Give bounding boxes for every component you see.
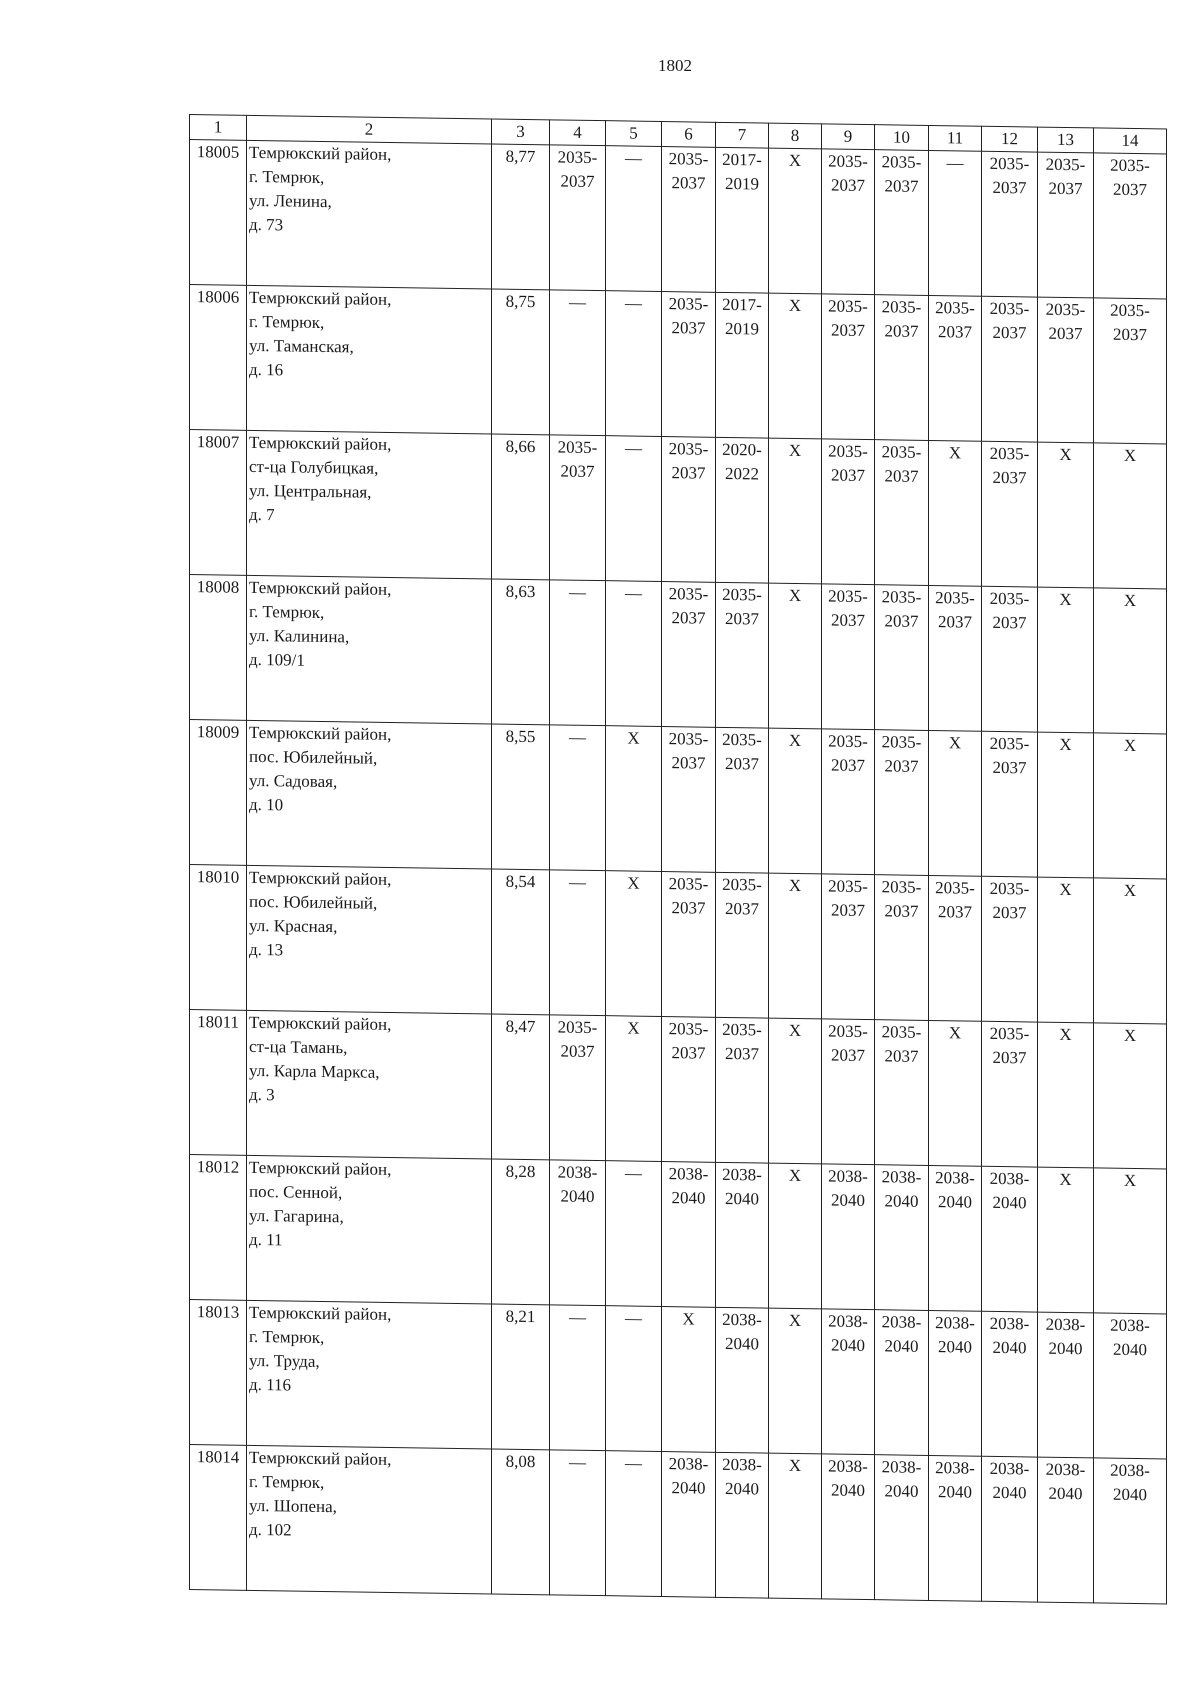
schedule-cell: 2035- 2037: [929, 585, 982, 731]
schedule-cell: 2035- 2037: [662, 437, 716, 583]
schedule-cell: X: [769, 148, 822, 294]
schedule-cell: 2038- 2040: [716, 1452, 769, 1598]
schedule-cell: 2038- 2040: [1038, 1312, 1094, 1458]
schedule-cell: 2035- 2037: [662, 727, 716, 873]
address-line: ул. Ленина,: [249, 190, 332, 212]
schedule-cell: —: [550, 870, 606, 1016]
record-id: 18007: [190, 430, 247, 576]
schedule-cell: 2035- 2037: [662, 1017, 716, 1163]
address-line: д. 10: [249, 794, 284, 815]
schedule-cell: X: [769, 1018, 822, 1164]
address-line: Темрюкский район,: [249, 1012, 392, 1035]
address-line: г. Темрюк,: [249, 166, 325, 188]
schedule-cell: 2038- 2040: [822, 1309, 875, 1455]
schedule-cell: 2038- 2040: [982, 1166, 1038, 1312]
schedule-cell: X: [1038, 587, 1094, 733]
schedule-cell: —: [606, 436, 662, 582]
column-header: 5: [606, 121, 662, 147]
address-line: д. 116: [249, 1374, 292, 1395]
schedule-cell: 2035- 2037: [982, 151, 1038, 297]
address-cell: [247, 1300, 492, 1449]
rating-value: 8,21: [492, 1304, 550, 1450]
record-id: 18006: [190, 285, 247, 431]
address-line: ул. Шопена,: [249, 1495, 337, 1517]
table-row: [190, 285, 1167, 444]
schedule-cell: 2038- 2040: [1038, 1457, 1094, 1603]
table-body: [190, 115, 1167, 1604]
address-line: ул. Красная,: [249, 915, 338, 937]
schedule-cell: X: [606, 726, 662, 872]
record-id: 18010: [190, 865, 247, 1011]
schedule-cell: 2038- 2040: [716, 1162, 769, 1308]
schedule-cell: 2035- 2037: [822, 874, 875, 1020]
schedule-cell: 2035- 2037: [875, 440, 929, 586]
schedule-cell: 2035- 2037: [875, 295, 929, 441]
schedule-cell: —: [550, 725, 606, 871]
column-header: 3: [492, 119, 550, 145]
column-header: 7: [716, 122, 769, 148]
schedule-cell: X: [1094, 588, 1167, 734]
address-line: д. 102: [249, 1519, 292, 1540]
column-header: 1: [190, 115, 247, 141]
address-line: Темрюкский район,: [249, 577, 392, 600]
schedule-cell: X: [1094, 443, 1167, 589]
schedule-cell: —: [550, 290, 606, 436]
address-line: г. Темрюк,: [249, 1326, 325, 1348]
address-line: г. Темрюк,: [249, 311, 325, 333]
schedule-cell: 2038- 2040: [822, 1164, 875, 1310]
column-header: 10: [875, 125, 929, 151]
schedule-cell: X: [1094, 1168, 1167, 1314]
address-line: пос. Юбилейный,: [249, 891, 378, 913]
rating-value: 8,66: [492, 434, 550, 580]
schedule-cell: X: [1094, 733, 1167, 879]
address-line: ул. Труда,: [249, 1350, 320, 1371]
schedule-cell: 2035- 2037: [982, 441, 1038, 587]
table-row: [190, 1300, 1167, 1459]
address-line: пос. Юбилейный,: [249, 746, 378, 768]
address-cell: [247, 865, 492, 1014]
schedule-cell: 2038- 2040: [982, 1456, 1038, 1602]
schedule-cell: 2035- 2037: [875, 150, 929, 296]
schedule-cell: 2038- 2040: [716, 1307, 769, 1453]
column-header: 8: [769, 123, 822, 149]
address-line: Темрюкский район,: [249, 1157, 392, 1180]
table-row: [190, 720, 1167, 879]
schedule-cell: X: [1038, 732, 1094, 878]
rating-value: 8,54: [492, 869, 550, 1015]
schedule-cell: 2038- 2040: [1094, 1313, 1167, 1459]
schedule-cell: 2035- 2037: [822, 729, 875, 875]
schedule-cell: 2035- 2037: [1094, 298, 1167, 444]
address-line: д. 13: [249, 939, 284, 960]
address-line: ул. Центральная,: [249, 480, 372, 502]
schedule-cell: 2035- 2037: [982, 731, 1038, 877]
schedule-cell: —: [606, 1451, 662, 1597]
schedule-cell: 2038- 2040: [662, 1162, 716, 1308]
address-line: ул. Гагарина,: [249, 1205, 344, 1227]
schedule-cell: X: [769, 1163, 822, 1309]
schedule-cell: 2035- 2037: [982, 296, 1038, 442]
address-line: д. 73: [249, 214, 284, 235]
schedule-cell: X: [929, 440, 982, 586]
address-cell: [247, 285, 492, 434]
address-line: Темрюкский район,: [249, 867, 392, 890]
table-row: [190, 1155, 1167, 1314]
record-id: 18008: [190, 575, 247, 721]
schedule-cell: 2038- 2040: [822, 1454, 875, 1600]
schedule-cell: —: [606, 1306, 662, 1452]
schedule-cell: X: [1038, 877, 1094, 1023]
address-line: д. 11: [249, 1229, 283, 1250]
schedule-cell: —: [929, 150, 982, 296]
schedule-cell: 2038- 2040: [662, 1452, 716, 1598]
address-line: ул. Калинина,: [249, 625, 350, 647]
address-line: д. 109/1: [249, 649, 305, 670]
address-line: ст-ца Голубицкая,: [249, 456, 379, 478]
capital-repair-schedule-table: [189, 114, 1167, 1605]
schedule-cell: X: [769, 438, 822, 584]
schedule-cell: 2035- 2037: [716, 872, 769, 1018]
schedule-cell: 2035- 2037: [875, 585, 929, 731]
address-line: ст-ца Тамань,: [249, 1036, 348, 1058]
rating-value: 8,75: [492, 289, 550, 435]
schedule-cell: X: [769, 1308, 822, 1454]
address-line: ул. Садовая,: [249, 770, 338, 792]
table-row: [190, 430, 1167, 589]
address-line: д. 7: [249, 504, 275, 525]
rating-value: 8,77: [492, 144, 550, 290]
address-line: Темрюкский район,: [249, 287, 392, 310]
rating-value: 8,28: [492, 1159, 550, 1305]
schedule-cell: 2035- 2037: [1094, 153, 1167, 299]
schedule-cell: 2035- 2037: [716, 1017, 769, 1163]
schedule-cell: 2035- 2037: [662, 872, 716, 1018]
schedule-cell: 2035- 2037: [550, 435, 606, 581]
schedule-cell: 2035- 2037: [822, 584, 875, 730]
schedule-cell: 2038- 2040: [929, 1165, 982, 1311]
schedule-cell: X: [606, 1016, 662, 1162]
schedule-cell: 2035- 2037: [822, 294, 875, 440]
address-cell: [247, 1445, 492, 1594]
schedule-cell: —: [606, 291, 662, 437]
schedule-cell: 2035- 2037: [550, 145, 606, 291]
table-row: [190, 1445, 1167, 1604]
record-id: 18012: [190, 1155, 247, 1301]
schedule-cell: X: [929, 730, 982, 876]
schedule-cell: 2035- 2037: [822, 439, 875, 585]
schedule-cell: 2035- 2037: [982, 876, 1038, 1022]
schedule-cell: 2035- 2037: [716, 727, 769, 873]
schedule-cell: 2035- 2037: [875, 875, 929, 1021]
schedule-cell: 2017- 2019: [716, 147, 769, 293]
schedule-cell: 2035- 2037: [662, 147, 716, 293]
schedule-cell: 2038- 2040: [982, 1311, 1038, 1457]
schedule-cell: X: [769, 873, 822, 1019]
schedule-cell: X: [769, 293, 822, 439]
schedule-cell: X: [1094, 878, 1167, 1024]
schedule-cell: X: [929, 1020, 982, 1166]
column-header: 11: [929, 125, 982, 151]
address-line: Темрюкский район,: [249, 142, 392, 165]
schedule-cell: 2035- 2037: [875, 1020, 929, 1166]
record-id: 18013: [190, 1300, 247, 1446]
schedule-cell: 2017- 2019: [716, 292, 769, 438]
schedule-cell: X: [769, 583, 822, 729]
rating-value: 8,47: [492, 1014, 550, 1160]
column-header: 12: [982, 126, 1038, 152]
address-cell: [247, 720, 492, 869]
table-row: [190, 1010, 1167, 1169]
address-line: ул. Таманская,: [249, 335, 354, 357]
schedule-cell: X: [1038, 1167, 1094, 1313]
schedule-cell: 2035- 2037: [662, 582, 716, 728]
page-number: 1802: [658, 56, 692, 75]
schedule-cell: X: [1038, 442, 1094, 588]
schedule-cell: 2038- 2040: [875, 1310, 929, 1456]
schedule-cell: X: [1094, 1023, 1167, 1169]
schedule-cell: 2035- 2037: [822, 1019, 875, 1165]
schedule-cell: 2038- 2040: [875, 1455, 929, 1601]
schedule-cell: 2035- 2037: [929, 295, 982, 441]
schedule-cell: 2035- 2037: [982, 1021, 1038, 1167]
schedule-cell: X: [769, 1453, 822, 1599]
address-line: г. Темрюк,: [249, 1471, 325, 1493]
record-id: 18011: [190, 1010, 247, 1156]
address-cell: [247, 1155, 492, 1304]
schedule-cell: X: [606, 871, 662, 1017]
address-cell: [247, 430, 492, 579]
schedule-cell: 2035- 2037: [875, 730, 929, 876]
record-id: 18014: [190, 1445, 247, 1591]
schedule-cell: X: [769, 728, 822, 874]
schedule-cell: 2020- 2022: [716, 437, 769, 583]
table-row: [190, 865, 1167, 1024]
record-id: 18005: [190, 140, 247, 286]
rating-value: 8,08: [492, 1449, 550, 1595]
address-line: Темрюкский район,: [249, 1302, 392, 1325]
schedule-cell: —: [606, 1161, 662, 1307]
schedule-cell: X: [662, 1307, 716, 1453]
schedule-cell: 2035- 2037: [822, 149, 875, 295]
rating-value: 8,63: [492, 579, 550, 725]
schedule-cell: 2035- 2037: [550, 1015, 606, 1161]
record-id: 18009: [190, 720, 247, 866]
schedule-cell: 2038- 2040: [875, 1165, 929, 1311]
schedule-cell: 2038- 2040: [550, 1160, 606, 1306]
address-line: пос. Сенной,: [249, 1181, 343, 1203]
rating-value: 8,55: [492, 724, 550, 870]
address-line: д. 3: [249, 1084, 275, 1105]
table-row: [190, 140, 1167, 299]
schedule-cell: X: [1038, 1022, 1094, 1168]
address-line: ул. Карла Маркса,: [249, 1060, 380, 1082]
schedule-cell: 2038- 2040: [1094, 1458, 1167, 1604]
schedule-cell: 2035- 2037: [1038, 297, 1094, 443]
schedule-cell: —: [606, 581, 662, 727]
schedule-cell: 2038- 2040: [929, 1310, 982, 1456]
address-line: г. Темрюк,: [249, 601, 325, 623]
column-header: 13: [1038, 127, 1094, 153]
schedule-cell: 2035- 2037: [982, 586, 1038, 732]
schedule-cell: —: [550, 1305, 606, 1451]
schedule-cell: 2038- 2040: [929, 1455, 982, 1601]
schedule-cell: 2035- 2037: [662, 292, 716, 438]
address-line: Темрюкский район,: [249, 1447, 392, 1470]
column-header: 9: [822, 124, 875, 150]
schedule-cell: —: [550, 580, 606, 726]
address-cell: [247, 575, 492, 724]
schedule-cell: 2035- 2037: [929, 875, 982, 1021]
schedule-cell: 2035- 2037: [716, 582, 769, 728]
address-cell: [247, 1010, 492, 1159]
table-row: [190, 575, 1167, 734]
schedule-cell: —: [550, 1450, 606, 1596]
address-line: Темрюкский район,: [249, 722, 392, 745]
address-line: д. 16: [249, 359, 284, 380]
column-header: 14: [1094, 128, 1167, 154]
column-header: 2: [247, 115, 492, 144]
schedule-cell: 2035- 2037: [1038, 152, 1094, 298]
schedule-cell: —: [606, 146, 662, 292]
address-line: Темрюкский район,: [249, 432, 392, 455]
column-header: 4: [550, 120, 606, 146]
address-cell: [247, 140, 492, 289]
column-header: 6: [662, 122, 716, 148]
